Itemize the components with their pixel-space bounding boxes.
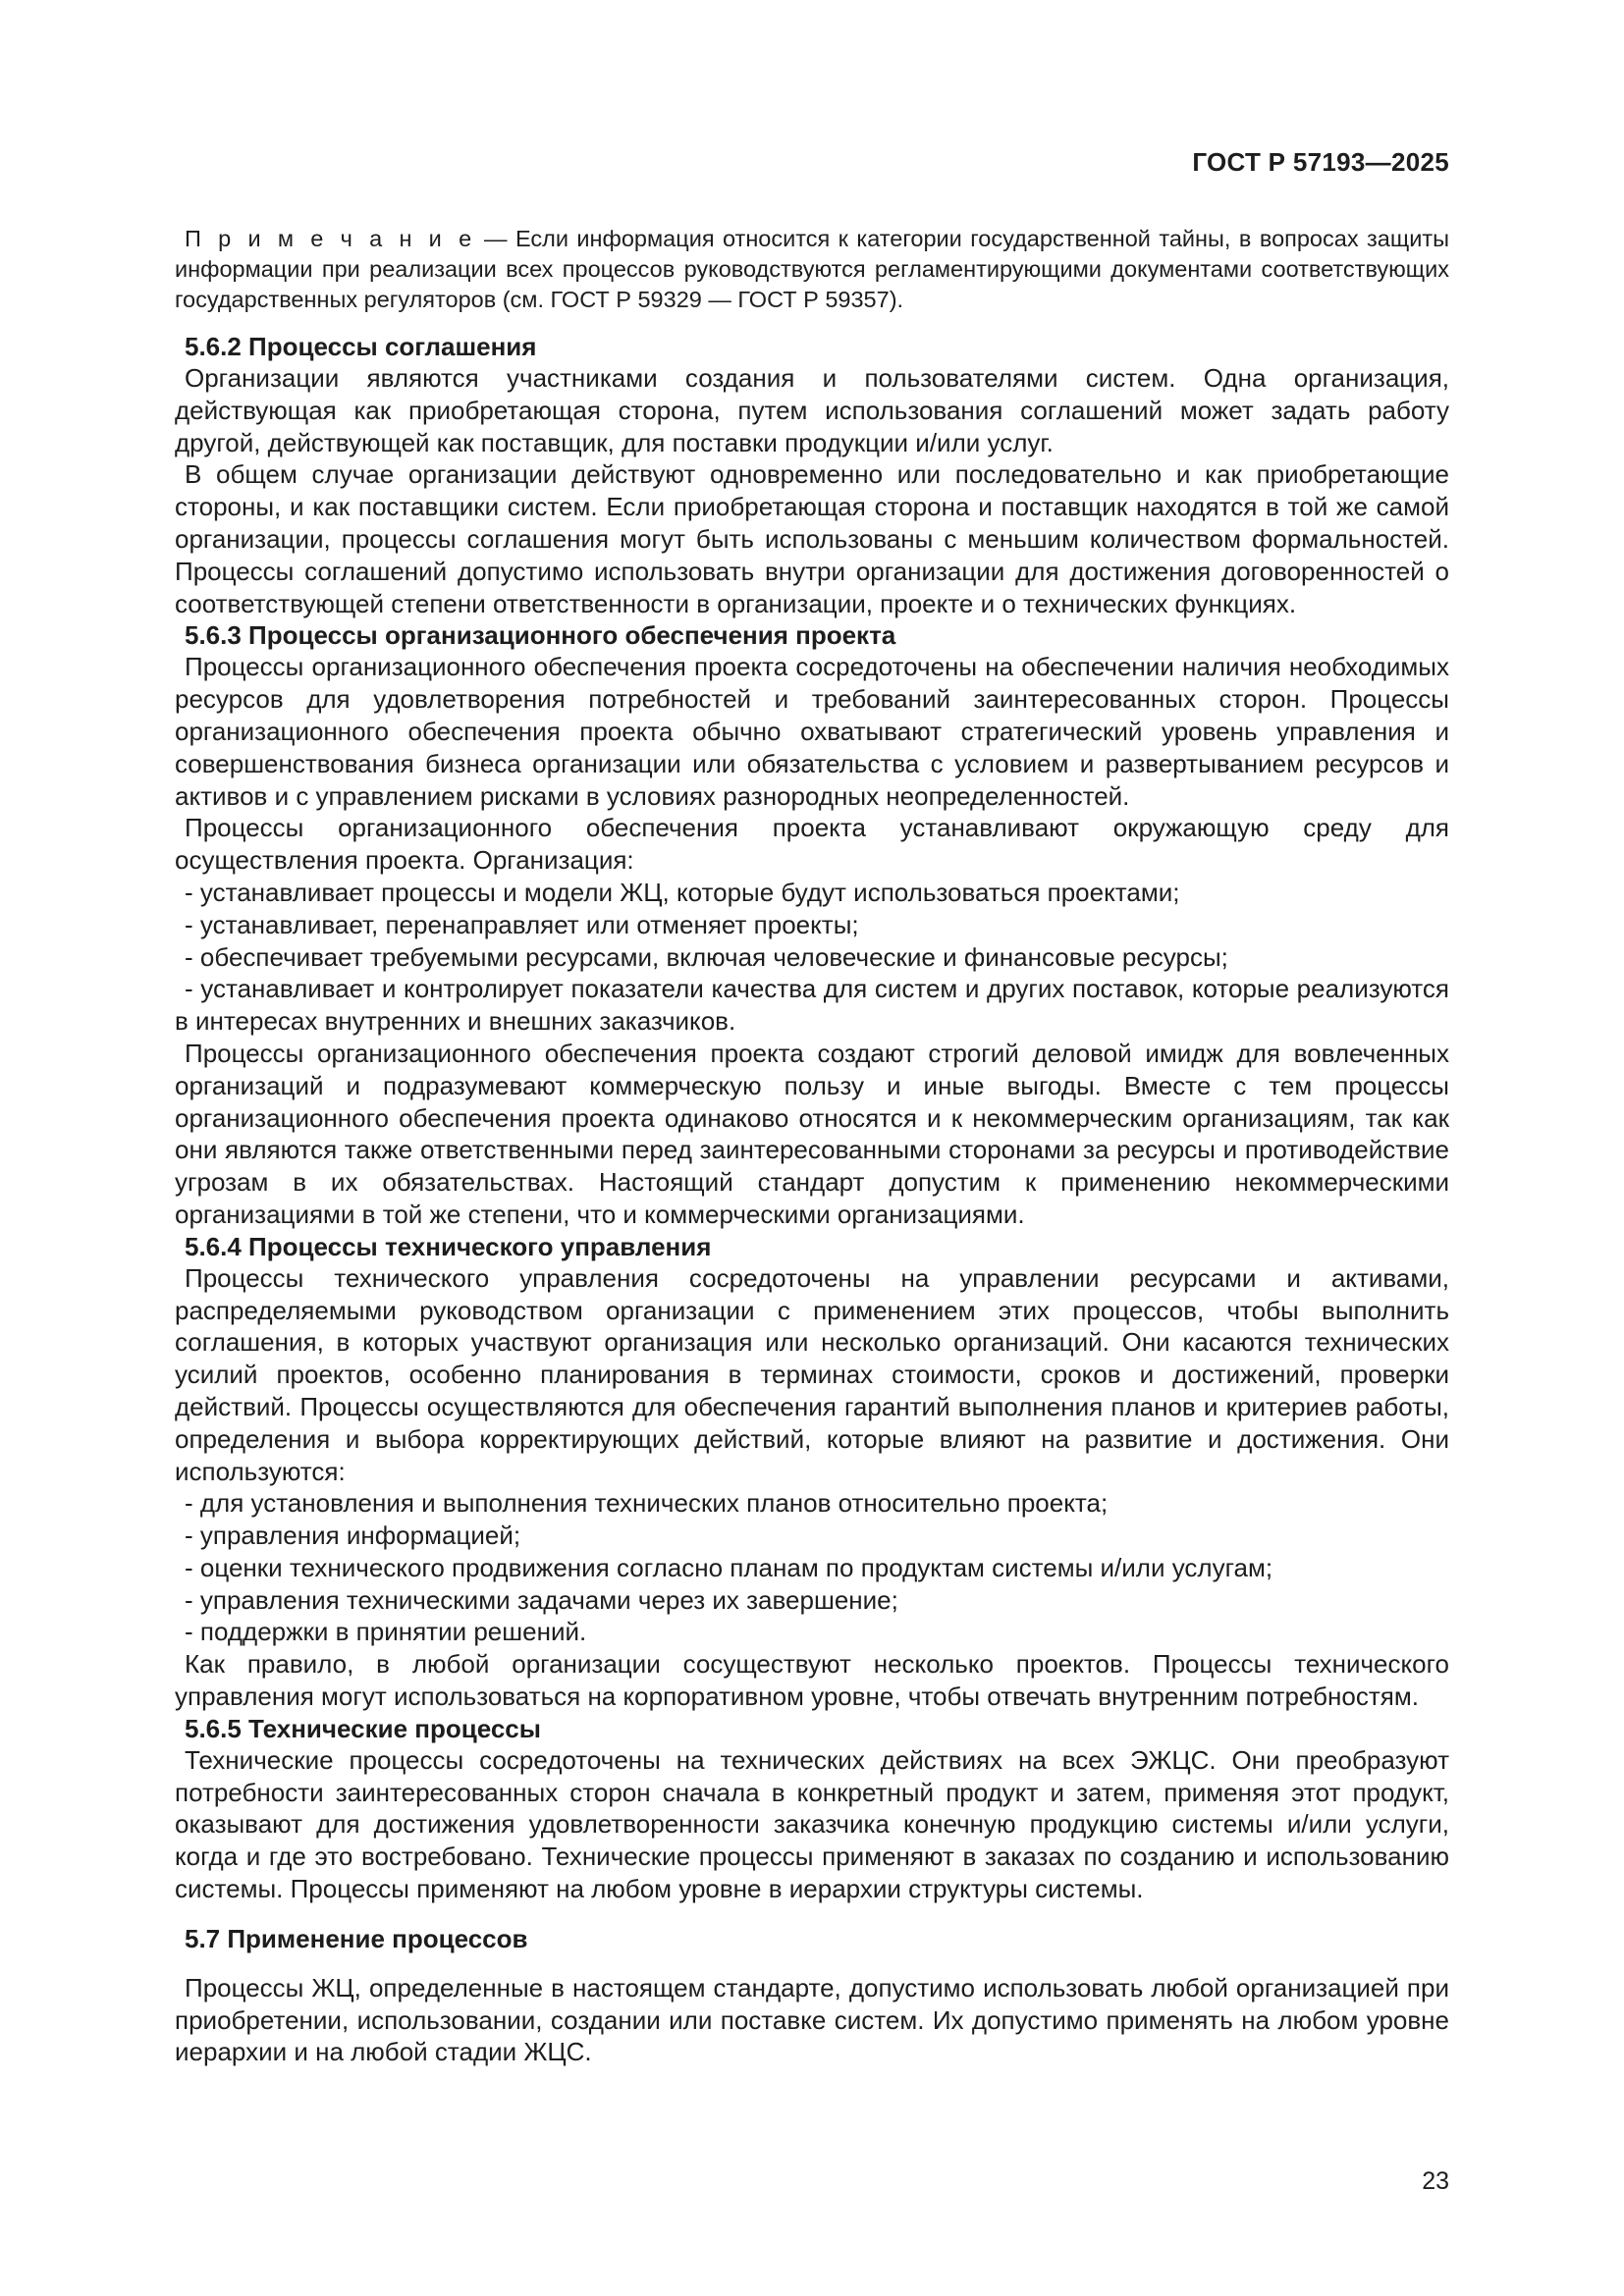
note-label: П р и м е ч а н и е [185, 226, 476, 251]
list-item: - оценки технического продвижения согласно планам по продуктам системы и/или услугам; [185, 1552, 1273, 1582]
section-5-6-3-paragraph-1: Процессы организационного обеспечения проекта сосредоточены на обеспечении наличия необходимых ресурсов для удовлетворения потребностей и требований заинтересованных сторон. Процессы организационного обеспечения проекта обычно охватывают стратегический уровень управления и совершенствования бизнеса организации или обязательства с условием и развертыванием ресурсов и активов и с управлением рисками в условиях разнородных неопределенностей. [175, 652, 1449, 811]
section-5-6-3-heading: 5.6.3 Процессы организационного обеспечения проекта [185, 620, 896, 651]
note-text: — Если информация относится к категории государственной тайны, в вопросах защиты информации при реализации всех процессов руководствуются регламентирующими документами соответствующих государственных регуляторов (см. ГОСТ Р 59329 — ГОСТ Р 59357). [175, 226, 1449, 312]
page-number: 23 [1422, 2167, 1449, 2195]
section-5-6-2-paragraph-2: В общем случае организации действуют одновременно или последовательно и как приобретающие стороны, и как поставщики систем. Если приобретающая сторона и поставщик находятся в той же самой организации, процессы соглашения могут быть использованы с меньшим количеством формальностей. Процессы соглашений допустимо использовать внутри организации для достижения договоренностей о соответствующей степени ответственности в организации, проекте и о технических функциях. [175, 459, 1449, 618]
list-item: - управления информацией; [185, 1521, 521, 1551]
section-5-7-heading: 5.7 Применение процессов [185, 1923, 528, 1953]
list-item: - для установления и выполнения технических планов относительно проекта; [185, 1488, 1109, 1519]
section-5-6-4-paragraph-2: Как правило, в любой организации сосуществуют несколько проектов. Процессы технического управления могут использоваться на корпоративном уровне, чтобы отвечать внутренним потребностям. [175, 1649, 1449, 1712]
section-5-6-4-paragraph-1: Процессы технического управления сосредоточены на управлении ресурсами и активами, распределяемыми руководством организации с применением этих процессов, чтобы выполнить соглашения, в которых участвуют организация или несколько организаций. Они касаются технических усилий проектов, особенно планирования в терминах стоимости, сроков и достижений, проверки действий. Процессы осуществляются для обеспечения гарантий выполнения планов и критериев работы, определения и выбора корректирующих действий, которые влияют на развитие и достижения. Они используются: [175, 1262, 1449, 1486]
section-5-6-5-paragraph-1: Технические процессы сосредоточены на технических действиях на всех ЭЖЦС. Они преобразуют потребности заинтересованных сторон сначала в конкретный продукт и затем, применяя этот продукт, оказывают для достижения удовлетворенности заказчика конечную продукцию системы и/или услуги, когда и где это востребовано. Технические процессы применяют в заказах по созданию и использованию системы. Процессы применяют на любом уровне в иерархии структуры системы. [175, 1744, 1449, 1904]
note-paragraph [175, 224, 1449, 315]
section-5-6-5-heading: 5.6.5 Технические процессы [185, 1713, 541, 1743]
section-5-6-4-heading: 5.6.4 Процессы технического управления [185, 1231, 712, 1261]
section-5-6-2-heading: 5.6.2 Процессы соглашения [185, 332, 537, 361]
section-5-6-2-paragraph-1: Организации являются участниками создания и пользователями систем. Одна организация, действующая как приобретающая сторона, путем использования соглашений может задать работу другой, действующей как поставщик, для поставки продукции и/или услуг. [175, 363, 1449, 457]
document-header-id: ГОСТ Р 57193—2025 [1192, 147, 1449, 177]
section-5-7-paragraph-1: Процессы ЖЦ, определенные в настоящем стандарте, допустимо использовать любой организацией при приобретении, использовании, создании или поставке систем. Их допустимо применять на любом уровне иерархии и на любой стадии ЖЦС. [175, 1972, 1449, 2067]
section-5-6-3-paragraph-3: Процессы организационного обеспечения проекта создают строгий деловой имидж для вовлеченных организаций и подразумевают коммерческую пользу и иные выгоды. Вместе с тем процессы организационного обеспечения проекта одинаково относятся и к некоммерческим организациям, так как они являются также ответственными перед заинтересованными сторонами за ресурсы и противодействие угрозам в их обязательствах. Настоящий стандарт допустим к применению некоммерческими организациями в той же степени, что и коммерческими организациями. [175, 1038, 1449, 1229]
list-item: - устанавливает процессы и модели ЖЦ, которые будут использоваться проектами; [185, 877, 1180, 907]
page-body [175, 224, 1449, 2068]
list-item: - управления техническими задачами через их завершение; [185, 1584, 898, 1615]
section-5-6-3-paragraph-2: Процессы организационного обеспечения проекта устанавливают окружающую среду для осуществления проекта. Организация: [175, 813, 1449, 876]
list-item: - обеспечивает требуемыми ресурсами, включая человеческие и финансовые ресурсы; [185, 941, 1228, 972]
list-item: - поддержки в принятии решений. [185, 1617, 587, 1647]
list-item: - устанавливает, перенаправляет или отменяет проекты; [185, 909, 859, 939]
list-item: - устанавливает и контролирует показатели качества для систем и других поставок, которые реализуются в интересах внутренних и внешних заказчиков. [175, 974, 1449, 1037]
